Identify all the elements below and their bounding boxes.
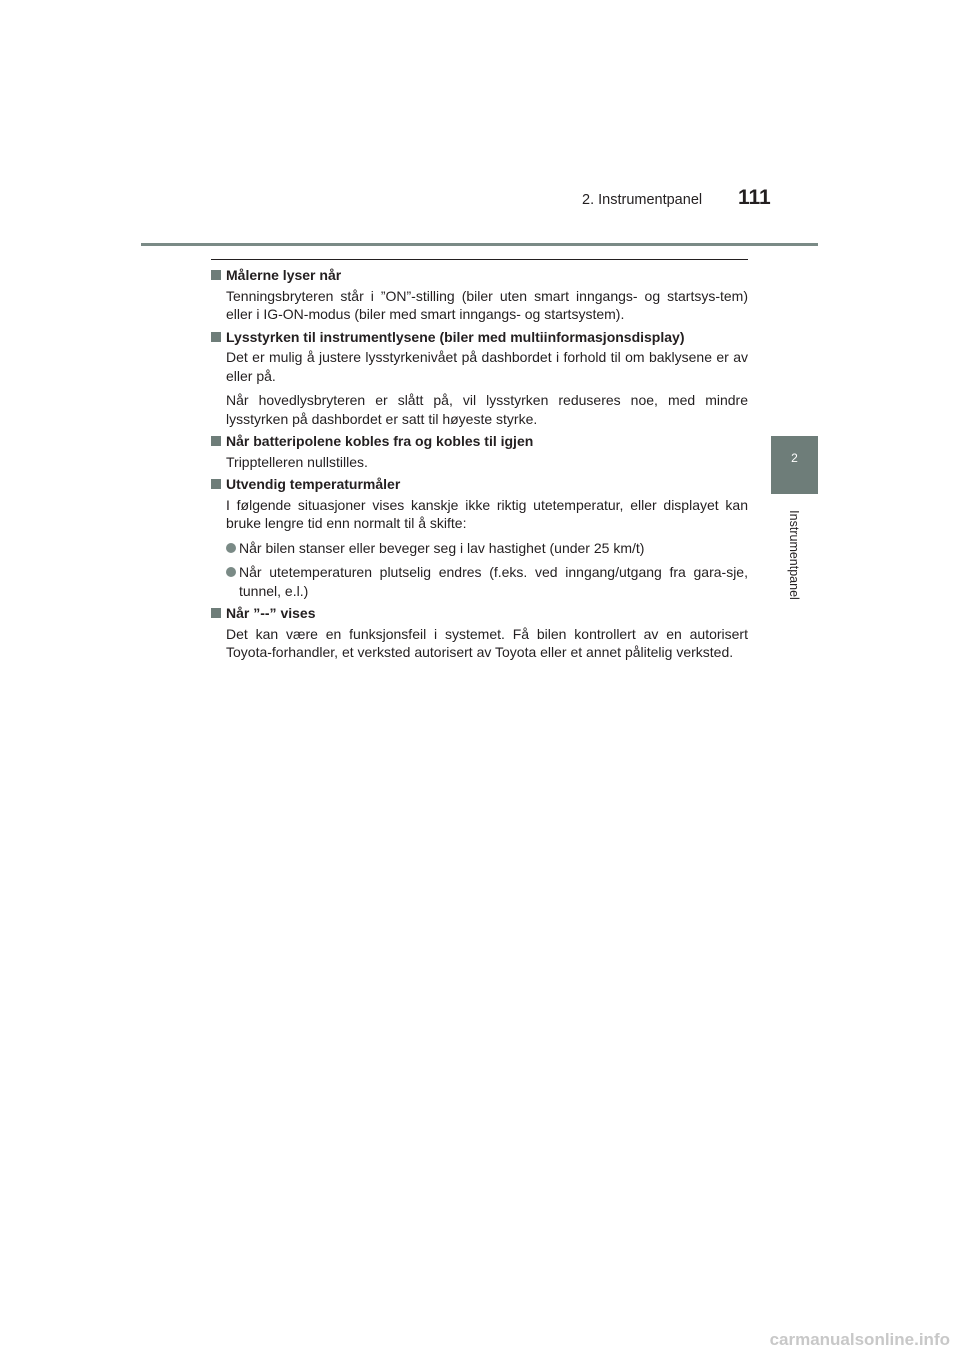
section-paragraph: Det kan være en funksjonsfeil i systemet. Få bilen kontrollert av en autorisert Toyota-forhandler, et verksted autorisert av Toyota eller et annet pålitelig verksted.	[226, 625, 748, 660]
section-paragraph: I følgende situasjoner vises kanskje ikke riktig utetemperatur, eller displayet kan bruke lengre tid enn normalt til å skifte:	[226, 496, 748, 531]
list-item-text: Når utetemperaturen plutselig endres (f.eks. ved inngang/utgang fra gara-sje, tunnel, e.l.)	[239, 564, 748, 599]
section-paragraph: Tripptelleren nullstilles.	[226, 453, 368, 470]
square-bullet-icon	[211, 270, 221, 280]
circle-bullet-icon	[226, 543, 236, 553]
section-heading	[211, 432, 748, 451]
square-bullet-icon	[211, 436, 221, 446]
section-paragraph: Når hovedlysbryteren er slått på, vil lysstyrken reduseres noe, med mindre lysstyrken på dashbordet er satt til høyeste styrke.	[226, 392, 748, 427]
section-heading-text: Målerne lyser når	[226, 267, 342, 283]
circle-bullet-icon	[226, 567, 236, 577]
section-heading	[211, 328, 748, 347]
page-number: 111	[738, 186, 771, 209]
header-section-title: 2. Instrumentpanel	[582, 192, 703, 208]
square-bullet-icon	[211, 608, 221, 618]
section-paragraph: Det er mulig å justere lysstyrkenivået på dashbordet i forhold til om baklysene er av eller på.	[226, 349, 748, 384]
list-item	[226, 563, 748, 600]
section-heading-text: Lysstyrken til instrumentlysene (biler med multiinformasjonsdisplay)	[226, 328, 685, 345]
square-bullet-icon	[211, 332, 221, 342]
section-heading-text: Utvendig temperaturmåler	[226, 476, 401, 492]
watermark: carmanualsonline.info	[769, 1330, 950, 1349]
list-item	[226, 539, 748, 558]
square-bullet-icon	[211, 479, 221, 489]
list-item-text: Når bilen stanser eller beveger seg i lav hastighet (under 25 km/t)	[239, 539, 645, 556]
section-heading-text: Når ”--” vises	[226, 605, 316, 621]
header-rule	[141, 243, 818, 246]
section-heading	[211, 266, 748, 285]
page-content	[211, 266, 748, 662]
section-heading	[211, 475, 748, 494]
chapter-tab-label: Instrumentpanel	[787, 510, 801, 600]
content-top-rule	[211, 259, 748, 260]
section-paragraph: Tenningsbryteren står i ”ON”-stilling (biler uten smart inngangs- og startsys-tem) eller i IG-ON-modus (biler med smart inngangs- og startsystem).	[226, 287, 748, 322]
chapter-tab-number: 2	[791, 451, 798, 465]
section-heading	[211, 604, 748, 623]
chapter-tab	[771, 436, 818, 494]
section-heading-text: Når batteripolene kobles fra og kobles til igjen	[226, 433, 534, 449]
